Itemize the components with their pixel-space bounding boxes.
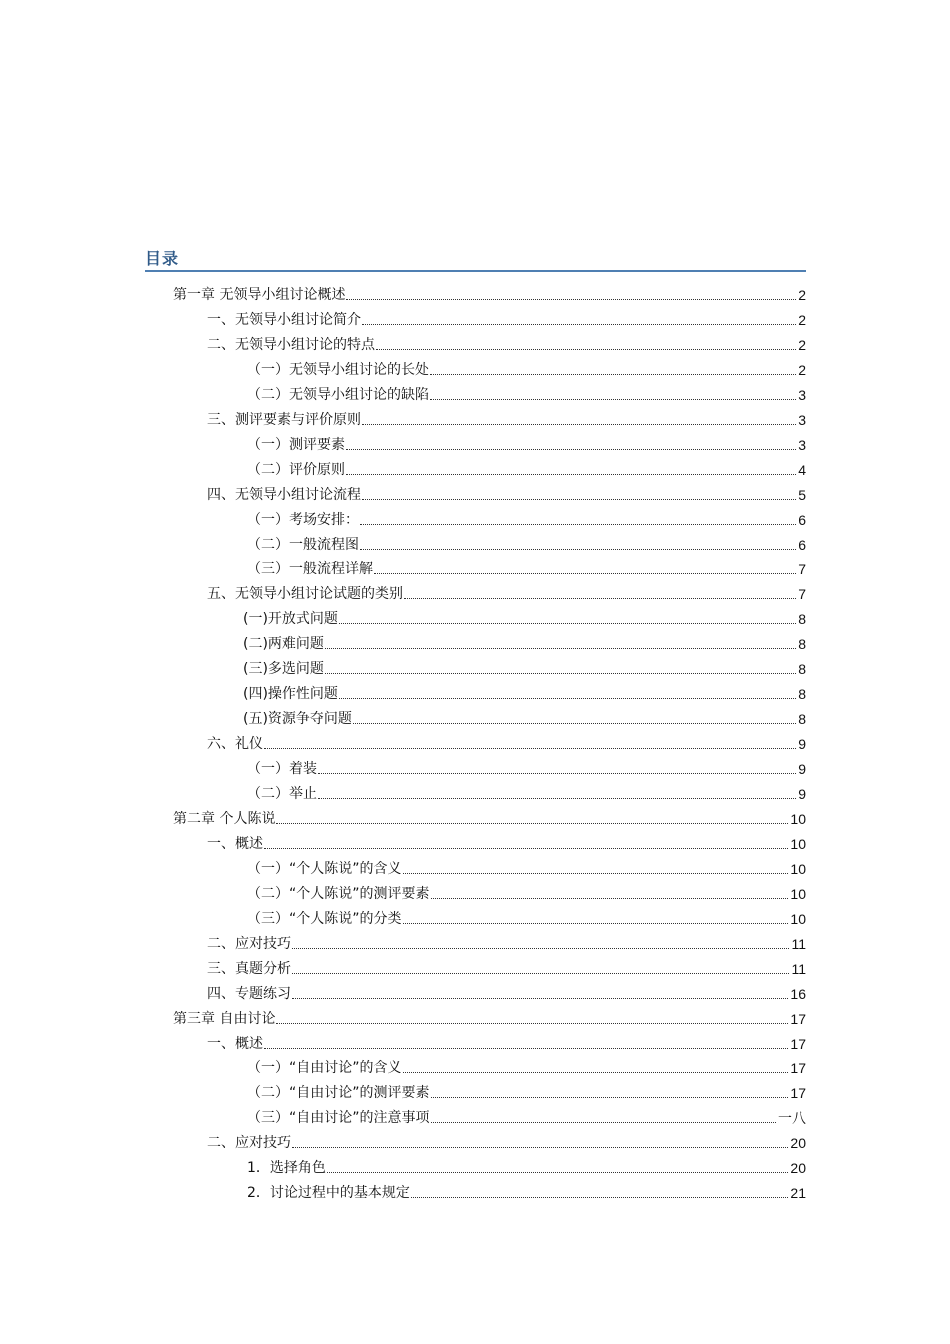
toc-entry-page-number: 11 (791, 960, 806, 977)
toc-entry-label: （一）“自由讨论”的含义 (247, 1060, 402, 1077)
toc-dot-leader (339, 623, 796, 624)
toc-dot-leader (374, 573, 796, 574)
toc-dot-leader (431, 898, 789, 899)
toc-entry-label: （二）举止 (247, 786, 317, 802)
toc-entry-page-number: 20 (790, 1160, 806, 1177)
toc-dot-leader (404, 598, 796, 599)
toc-entry-page-number: 21 (790, 1185, 806, 1202)
toc-entry-label: 1．选择角色 (247, 1160, 326, 1177)
toc-entry-label: 六、礼仪 (207, 736, 263, 753)
toc-entry-page-number: 一八 (778, 1110, 806, 1127)
toc-entry[interactable] (247, 779, 806, 803)
toc-entry-label: 一、无领导小组讨论简介 (207, 311, 361, 328)
toc-dot-leader (430, 399, 796, 400)
toc-entry[interactable] (247, 1178, 806, 1202)
toc-dot-leader (292, 973, 789, 974)
toc-entry-label: 五、无领导小组讨论试题的类别 (207, 586, 403, 603)
toc-entry-page-number: 4 (798, 461, 806, 478)
toc-entry-label: 一、概述 (207, 1035, 263, 1052)
toc-entry-page-number: 17 (790, 1010, 806, 1027)
toc-entry-label: （一）考场安排： (247, 511, 359, 528)
toc-entry[interactable] (173, 280, 806, 304)
toc-entry-label: 2．讨论过程中的基本规定 (247, 1185, 410, 1202)
toc-dot-leader (431, 1122, 776, 1123)
toc-entry[interactable] (247, 854, 806, 878)
toc-entry[interactable] (207, 829, 806, 853)
toc-dot-leader (430, 374, 796, 375)
toc-entry-page-number: 7 (798, 561, 806, 578)
toc-heading-rule (145, 270, 806, 272)
toc-entry-label: （二）一般流程图 (247, 536, 359, 553)
toc-entry[interactable] (247, 505, 806, 529)
toc-entry-page-number: 11 (791, 935, 806, 952)
toc-dot-leader (264, 848, 788, 849)
toc-entry-page-number: 16 (790, 985, 806, 1002)
toc-dot-leader (339, 698, 796, 699)
toc-entry-label: 第二章 个人陈说 (173, 810, 276, 827)
toc-dot-leader (325, 673, 796, 674)
toc-entry-label: 三、测评要素与评价原则 (207, 411, 361, 428)
toc-entry-page-number: 17 (790, 1085, 806, 1102)
toc-entry[interactable] (207, 480, 806, 504)
toc-entry[interactable] (207, 579, 806, 603)
toc-entry-label: (二)两难问题 (243, 636, 324, 653)
toc-entry[interactable] (247, 754, 806, 778)
toc-dot-leader (360, 549, 796, 550)
toc-entry[interactable] (207, 1029, 806, 1053)
toc-entry[interactable] (247, 1053, 806, 1077)
toc-entry[interactable] (247, 380, 806, 404)
toc-entry-page-number: 8 (798, 686, 806, 703)
toc-entry[interactable] (243, 629, 806, 653)
toc-entry-page-number: 10 (790, 910, 806, 927)
toc-entry-page-number: 5 (798, 486, 806, 503)
toc-heading: 目录 (145, 249, 180, 268)
toc-dot-leader (292, 948, 789, 949)
toc-dot-leader (376, 349, 796, 350)
toc-entry-page-number: 3 (798, 436, 806, 453)
toc-entry-label: 三、真题分析 (207, 960, 291, 977)
toc-dot-leader (411, 1197, 789, 1198)
toc-dot-leader (362, 499, 796, 500)
toc-entry[interactable] (243, 679, 806, 703)
toc-dot-leader (360, 524, 796, 525)
toc-entry[interactable] (247, 904, 806, 928)
toc-entry-label: 四、专题练习 (207, 985, 291, 1002)
toc-entry[interactable] (247, 1153, 806, 1177)
toc-entry-page-number: 2 (798, 311, 806, 328)
toc-entry-label: 二、应对技巧 (207, 935, 291, 952)
toc-entry[interactable] (207, 729, 806, 753)
toc-dot-leader (292, 998, 788, 999)
toc-entry-label: 四、无领导小组讨论流程 (207, 486, 361, 503)
toc-entry-page-number: 10 (790, 810, 806, 827)
toc-dot-leader (403, 873, 789, 874)
toc-entry[interactable] (243, 604, 806, 628)
toc-entry[interactable] (243, 704, 806, 728)
toc-entry[interactable] (247, 530, 806, 554)
toc-entry-page-number: 8 (798, 711, 806, 728)
toc-entry-label: （三）“自由讨论”的注意事项 (247, 1110, 430, 1127)
toc-entry[interactable] (247, 355, 806, 379)
toc-entry[interactable] (207, 330, 806, 354)
toc-entry-page-number: 10 (790, 860, 806, 877)
toc-entry-label: （三）“个人陈说”的分类 (247, 910, 402, 927)
toc-dot-leader (327, 1172, 789, 1173)
toc-entry-page-number: 7 (798, 586, 806, 603)
toc-dot-leader (276, 823, 788, 824)
toc-entry-page-number: 10 (790, 835, 806, 852)
toc-dot-leader (362, 324, 796, 325)
toc-entry[interactable] (173, 804, 806, 828)
toc-dot-leader (431, 1097, 789, 1098)
toc-entry-label: 二、无领导小组讨论的特点 (207, 336, 375, 353)
toc-entry-page-number: 6 (798, 511, 806, 528)
toc-dot-leader (362, 424, 796, 425)
toc-entry[interactable] (247, 455, 806, 479)
toc-entry-label: （三）一般流程详解 (247, 561, 373, 578)
toc-entry[interactable] (207, 405, 806, 429)
toc-entry[interactable] (173, 1004, 806, 1028)
toc-dot-leader (403, 1072, 789, 1073)
toc-dot-leader (318, 798, 796, 799)
toc-entry[interactable] (207, 305, 806, 329)
toc-dot-leader (264, 748, 796, 749)
toc-entry-page-number: 9 (798, 761, 806, 778)
toc-entry[interactable] (247, 879, 806, 903)
toc-entry-label: (一)开放式问题 (243, 611, 338, 628)
toc-entry[interactable] (247, 554, 806, 578)
toc-entry-page-number: 6 (798, 536, 806, 553)
toc-entry-page-number: 2 (798, 336, 806, 353)
toc-dot-leader (264, 1048, 788, 1049)
toc-entry-label: （一）着装 (247, 761, 317, 778)
toc-dot-leader (346, 299, 796, 300)
toc-entry-page-number: 3 (798, 411, 806, 428)
toc-dot-leader (318, 773, 796, 774)
toc-entry-page-number: 2 (798, 361, 806, 378)
toc-entry-page-number: 8 (798, 636, 806, 653)
toc-entry-page-number: 9 (798, 786, 806, 802)
toc-dot-leader (403, 923, 789, 924)
toc-entry-label: （一）无领导小组讨论的长处 (247, 361, 429, 378)
toc-dot-leader (346, 449, 796, 450)
toc-entry-label: （一）“个人陈说”的含义 (247, 860, 402, 877)
toc-entry[interactable] (247, 1103, 806, 1127)
toc-entry-label: 二、应对技巧 (207, 1135, 291, 1152)
toc-dot-leader (276, 1023, 788, 1024)
toc-entry-page-number: 17 (790, 1060, 806, 1077)
toc-entry-label: (四)操作性问题 (243, 686, 338, 703)
toc-entry[interactable] (247, 1078, 806, 1102)
toc-entry-page-number: 9 (798, 736, 806, 753)
toc-entry-label: （二）“自由讨论”的测评要素 (247, 1085, 430, 1102)
toc-entry-label: （二）无领导小组讨论的缺陷 (247, 386, 429, 403)
toc-entry-page-number: 8 (798, 611, 806, 628)
toc-entry-label: （一）测评要素 (247, 436, 345, 453)
toc-entry-label: (五)资源争夺问题 (243, 711, 352, 728)
toc-entry-label: （二）评价原则 (247, 461, 345, 478)
toc-entry-page-number: 17 (790, 1035, 806, 1052)
toc-entry[interactable] (207, 929, 806, 953)
toc-entry-label: 第一章 无领导小组讨论概述 (173, 287, 346, 303)
toc-dot-leader (346, 474, 796, 475)
toc-entry-page-number: 20 (790, 1135, 806, 1152)
toc-entry[interactable] (207, 1128, 806, 1152)
toc-entry-page-number: 3 (798, 386, 806, 403)
toc-entry-page-number: 8 (798, 661, 806, 678)
toc-entry[interactable] (247, 430, 806, 454)
toc-dot-leader (353, 723, 796, 724)
toc-dot-leader (325, 648, 796, 649)
toc-entry[interactable] (207, 979, 806, 1003)
toc-entry[interactable] (243, 654, 806, 678)
toc-entry[interactable] (207, 954, 806, 978)
toc-entry-label: （二）“个人陈说”的测评要素 (247, 885, 430, 902)
toc-entry-label: (三)多选问题 (243, 661, 324, 678)
toc-entry-label: 第三章 自由讨论 (173, 1010, 276, 1027)
toc-entry-page-number: 10 (790, 885, 806, 902)
toc-entry-page-number: 2 (798, 287, 806, 303)
toc-dot-leader (292, 1147, 788, 1148)
toc-entry-label: 一、概述 (207, 835, 263, 852)
